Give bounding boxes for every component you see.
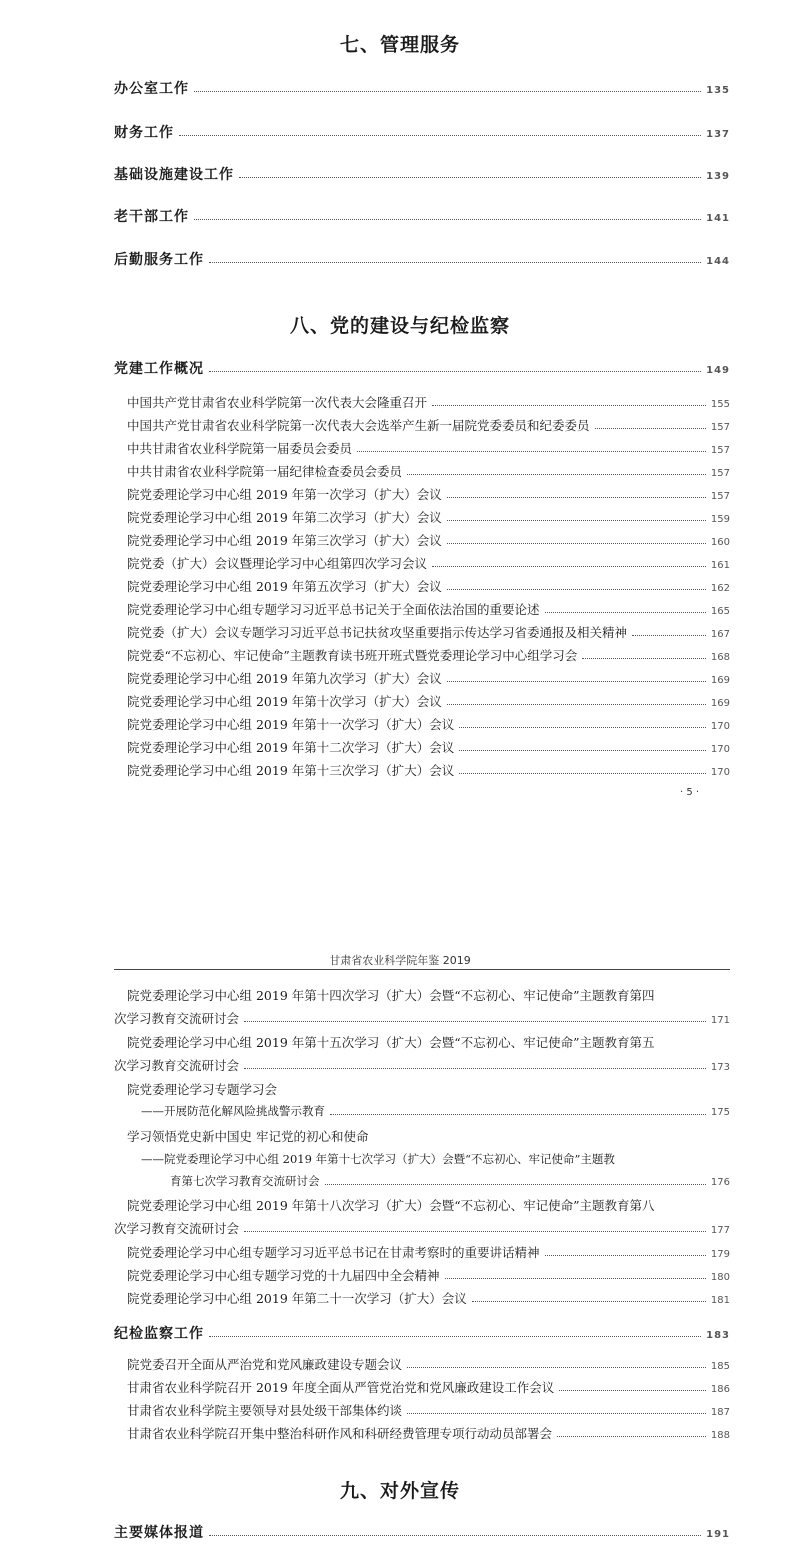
dot-leader <box>545 612 706 613</box>
toc-item[interactable] <box>127 692 730 710</box>
toc-subtitle[interactable] <box>141 1103 730 1119</box>
item-title: 院党委理论学习中心组 2019 年第二十一次学习（扩大）会议 <box>127 1291 467 1306</box>
section-title-party-building: 八、党的建设与纪检监察 <box>289 315 510 337</box>
dot-leader <box>557 1436 706 1437</box>
entry-title: 办公室工作 <box>114 81 189 97</box>
item-title: 院党委理论学习中心组 2019 年第二次学习（扩大）会议 <box>127 510 442 525</box>
entry-title: 老干部工作 <box>114 209 189 225</box>
toc-item[interactable] <box>114 1056 730 1074</box>
page-ref: 155 <box>710 399 730 410</box>
page-ref: 169 <box>710 675 730 686</box>
page-ref: 137 <box>706 129 730 140</box>
toc-item[interactable] <box>127 393 730 411</box>
dot-leader <box>632 635 706 636</box>
page-ref: 180 <box>710 1272 730 1283</box>
item-title: 院党委召开全面从严治党和党风廉政建设专题会议 <box>127 1357 403 1372</box>
dot-leader <box>244 1068 706 1069</box>
dot-leader <box>447 589 706 590</box>
dot-leader <box>244 1231 706 1232</box>
toc-entry-infrastructure[interactable] <box>114 164 730 184</box>
toc-entry-party-overview[interactable] <box>114 358 730 378</box>
item-title: 中共甘肃省农业科学院第一届纪律检查委员会委员 <box>127 464 403 479</box>
item-title: 中国共产党甘肃省农业科学院第一次代表大会隆重召开 <box>127 395 428 410</box>
toc-item[interactable] <box>127 600 730 618</box>
page-ref: 170 <box>710 721 730 732</box>
dot-leader <box>545 1255 706 1256</box>
item-title: 院党委理论学习中心组 2019 年第五次学习（扩大）会议 <box>127 579 442 594</box>
item-title: 院党委“不忘初心、牢记使命”主题教育读书班开班式暨党委理论学习中心组学习会 <box>127 648 578 663</box>
toc-entry-office[interactable] <box>114 78 730 98</box>
toc-item[interactable] <box>127 1266 730 1284</box>
entry-title: 财务工作 <box>114 125 174 141</box>
entry-title: 后勤服务工作 <box>114 252 204 268</box>
toc-item[interactable] <box>127 761 730 779</box>
toc-item-line1[interactable]: 院党委理论学习中心组 2019 年第十八次学习（扩大）会暨“不忘初心、牢记使命”主题教育第八 <box>127 1198 655 1213</box>
toc-subtitle-line1[interactable]: ——院党委理论学习中心组 2019 年第十七次学习（扩大）会暨“不忘初心、牢记使命”主题教 <box>141 1152 615 1166</box>
dot-leader <box>325 1184 706 1185</box>
page-ref: 188 <box>710 1430 730 1441</box>
page-ref: 170 <box>710 767 730 778</box>
header-rule <box>114 969 730 970</box>
page-ref: 176 <box>710 1177 730 1188</box>
item-subtitle: 育第七次学习教育交流研讨会 <box>170 1174 320 1188</box>
dot-leader <box>447 543 706 544</box>
page-ref: 149 <box>706 365 730 376</box>
toc-item[interactable] <box>127 738 730 756</box>
dot-leader <box>595 428 706 429</box>
item-title: 中国共产党甘肃省农业科学院第一次代表大会选举产生新一届院党委委员和纪委委员 <box>127 418 590 433</box>
dot-leader <box>447 497 706 498</box>
toc-item[interactable] <box>114 1009 730 1027</box>
item-title: 院党委理论学习中心组 2019 年第十二次学习（扩大）会议 <box>127 740 455 755</box>
page-ref: 175 <box>710 1107 730 1118</box>
dot-leader <box>445 1278 706 1279</box>
entry-title: 基础设施建设工作 <box>114 167 234 183</box>
page-ref: 171 <box>710 1015 730 1026</box>
toc-item[interactable] <box>127 1355 730 1373</box>
running-header: 甘肃省农业科学院年鉴 2019 <box>329 954 471 967</box>
dot-leader <box>472 1301 706 1302</box>
toc-item[interactable] <box>127 462 730 480</box>
page-ref: 183 <box>706 1330 730 1341</box>
page-ref: 173 <box>710 1062 730 1073</box>
page-ref: 159 <box>710 514 730 525</box>
toc-entry-finance[interactable] <box>114 122 730 142</box>
dot-leader <box>407 1413 706 1414</box>
dot-leader <box>459 773 706 774</box>
toc-item[interactable] <box>127 623 730 641</box>
toc-entry-retired-cadres[interactable] <box>114 206 730 226</box>
toc-item[interactable] <box>127 485 730 503</box>
page-ref: 169 <box>710 698 730 709</box>
toc-item[interactable] <box>127 439 730 457</box>
page-ref: 170 <box>710 744 730 755</box>
item-title: 院党委（扩大）会议专题学习习近平总书记扶贫攻坚重要指示传达学习省委通报及相关精神 <box>127 625 628 640</box>
page-ref: 187 <box>710 1407 730 1418</box>
dot-leader <box>447 520 706 521</box>
toc-entry-logistics[interactable] <box>114 249 730 269</box>
item-subtitle: ——开展防范化解风险挑战警示教育 <box>141 1104 325 1118</box>
page-ref: 157 <box>710 468 730 479</box>
page-ref: 165 <box>710 606 730 617</box>
page-ref: 162 <box>710 583 730 594</box>
dot-leader <box>582 658 706 659</box>
item-title: 院党委理论学习中心组 2019 年第一次学习（扩大）会议 <box>127 487 442 502</box>
page-ref: 161 <box>710 560 730 571</box>
item-title: 甘肃省农业科学院召开集中整治科研作风和科研经费管理专项行动动员部署会 <box>127 1426 553 1441</box>
item-title: 甘肃省农业科学院主要领导对县处级干部集体约谈 <box>127 1403 403 1418</box>
dot-leader <box>239 177 701 178</box>
dot-leader <box>559 1390 706 1391</box>
dot-leader <box>432 405 706 406</box>
dot-leader <box>244 1021 706 1022</box>
page-ref: 157 <box>710 491 730 502</box>
toc-item[interactable] <box>127 1243 730 1261</box>
dot-leader <box>194 91 701 92</box>
dot-leader <box>447 704 706 705</box>
toc-entry-discipline[interactable] <box>114 1323 730 1343</box>
toc-item[interactable] <box>114 1219 730 1237</box>
toc-item[interactable] <box>127 646 730 664</box>
toc-item-line1[interactable]: 院党委理论学习中心组 2019 年第十五次学习（扩大）会暨“不忘初心、牢记使命”主题教育第五 <box>127 1035 655 1050</box>
dot-leader <box>209 1336 701 1337</box>
page-ref: 181 <box>710 1295 730 1306</box>
page-ref: 160 <box>710 537 730 548</box>
item-title: 院党委理论学习中心组专题学习习近平总书记关于全面依法治国的重要论述 <box>127 602 540 617</box>
dot-leader <box>407 474 706 475</box>
page-ref: 168 <box>710 652 730 663</box>
page-ref: 191 <box>706 1529 730 1540</box>
item-title: 次学习教育交流研讨会 <box>114 1058 240 1073</box>
item-title: 院党委理论学习中心组 2019 年第十三次学习（扩大）会议 <box>127 763 455 778</box>
toc-item[interactable] <box>127 577 730 595</box>
toc-item[interactable] <box>127 508 730 526</box>
dot-leader <box>432 566 706 567</box>
toc-entry-media-reports[interactable] <box>114 1522 730 1542</box>
item-title: 院党委（扩大）会议暨理论学习中心组第四次学习会议 <box>127 556 428 571</box>
toc-item[interactable] <box>127 1378 730 1396</box>
toc-item[interactable] <box>127 1289 730 1307</box>
page-ref: 139 <box>706 171 730 182</box>
page-ref: 177 <box>710 1225 730 1236</box>
toc-item[interactable] <box>127 531 730 549</box>
dot-leader <box>357 451 706 452</box>
dot-leader <box>447 681 706 682</box>
page-ref: 135 <box>706 85 730 96</box>
page-ref: 144 <box>706 256 730 267</box>
page-ref: 185 <box>710 1361 730 1372</box>
item-title: 院党委理论学习中心组 2019 年第三次学习（扩大）会议 <box>127 533 442 548</box>
page-ref: 157 <box>710 422 730 433</box>
toc-item[interactable] <box>127 715 730 733</box>
dot-leader <box>209 371 701 372</box>
toc-item[interactable] <box>127 416 730 434</box>
toc-item[interactable] <box>127 669 730 687</box>
item-title: 院党委理论学习中心组专题学习党的十九届四中全会精神 <box>127 1268 440 1283</box>
dot-leader <box>330 1114 706 1115</box>
item-title: 次学习教育交流研讨会 <box>114 1011 240 1026</box>
page-ref: 141 <box>706 213 730 224</box>
dot-leader <box>459 727 706 728</box>
item-title: 院党委理论学习中心组 2019 年第九次学习（扩大）会议 <box>127 671 442 686</box>
toc-item[interactable] <box>127 554 730 572</box>
toc-item[interactable] <box>127 1424 730 1442</box>
item-title: 院党委理论学习中心组 2019 年第十次学习（扩大）会议 <box>127 694 442 709</box>
item-title: 院党委理论学习中心组 2019 年第十一次学习（扩大）会议 <box>127 717 455 732</box>
dot-leader <box>209 262 701 263</box>
page-ref: 179 <box>710 1249 730 1260</box>
toc-item[interactable] <box>127 1401 730 1419</box>
dot-leader <box>179 135 701 136</box>
toc-item-title[interactable]: 院党委理论学习专题学习会 <box>127 1082 278 1097</box>
page-ref: 167 <box>710 629 730 640</box>
section-title-publicity: 九、对外宣传 <box>339 1480 460 1502</box>
dot-leader <box>194 219 701 220</box>
entry-title: 纪检监察工作 <box>114 1326 204 1342</box>
section-title-management: 七、管理服务 <box>339 34 460 56</box>
entry-title: 党建工作概况 <box>114 361 204 377</box>
entry-title: 主要媒体报道 <box>114 1525 204 1541</box>
dot-leader <box>459 750 706 751</box>
dot-leader <box>407 1367 706 1368</box>
item-title: 中共甘肃省农业科学院第一届委员会委员 <box>127 441 353 456</box>
toc-item-title[interactable]: 学习领悟党史新中国史 牢记党的初心和使命 <box>127 1129 369 1144</box>
toc-subtitle[interactable] <box>170 1173 730 1189</box>
toc-item-line1[interactable]: 院党委理论学习中心组 2019 年第十四次学习（扩大）会暨“不忘初心、牢记使命”主题教育第四 <box>127 988 655 1003</box>
item-title: 甘肃省农业科学院召开 2019 年度全面从严管党治党和党风廉政建设工作会议 <box>127 1380 555 1395</box>
page-ref: 186 <box>710 1384 730 1395</box>
item-title: 次学习教育交流研讨会 <box>114 1221 240 1236</box>
page-ref: 157 <box>710 445 730 456</box>
dot-leader <box>209 1535 701 1536</box>
item-title: 院党委理论学习中心组专题学习习近平总书记在甘肃考察时的重要讲话精神 <box>127 1245 540 1260</box>
page-number: · 5 · <box>680 787 700 798</box>
